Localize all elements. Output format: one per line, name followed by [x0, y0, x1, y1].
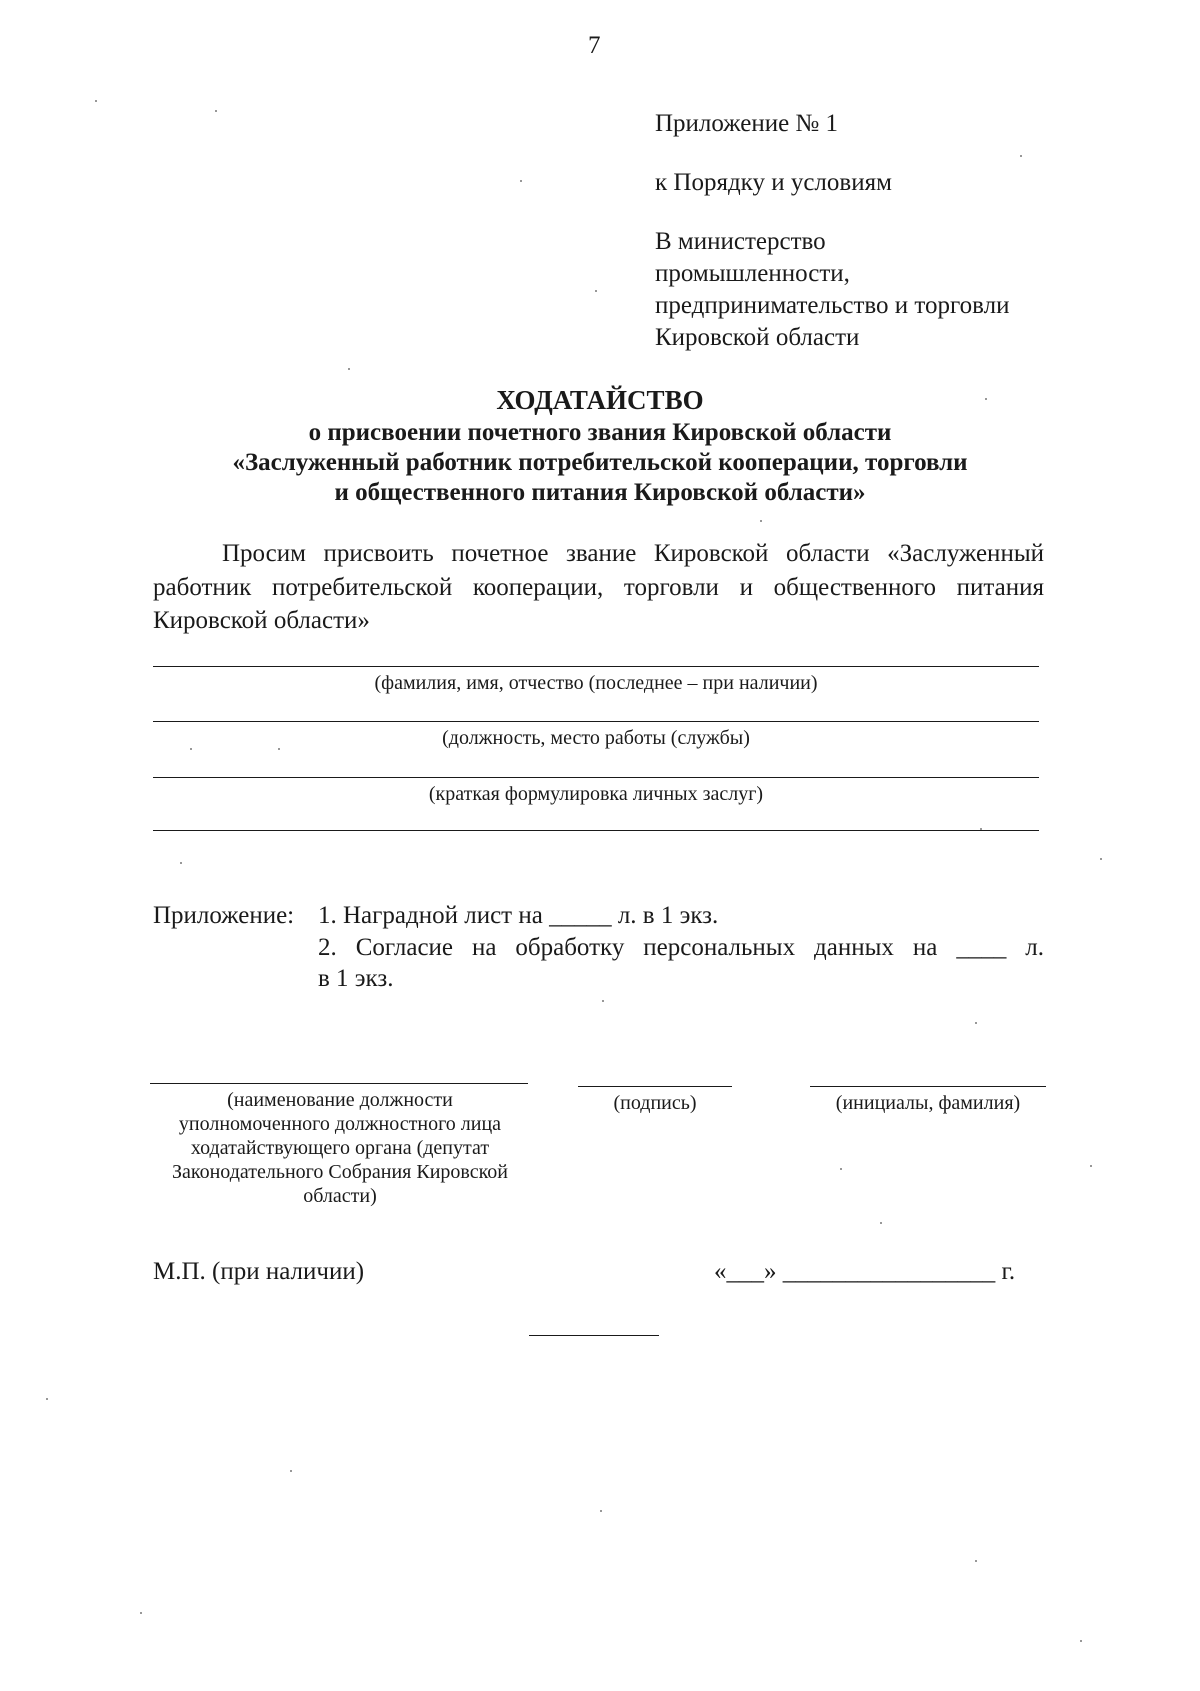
subtitle-line: «Заслуженный работник потребительской кооперации, торговли [232, 449, 968, 476]
request-line-1: Просим присвоить почетное звание Кировской области «Заслуженный [222, 540, 1044, 567]
scan-speck [1090, 1165, 1092, 1167]
position-caption [140, 1088, 540, 1208]
merits-field-caption: (краткая формулировка личных заслуг) [428, 783, 764, 805]
scan-speck [290, 1470, 292, 1472]
subtitle-line: о присвоении почетного звания Кировской области [308, 419, 892, 446]
name-caption: (инициалы, фамилия) [835, 1092, 1021, 1114]
scan-speck [348, 368, 350, 370]
name-signature-line[interactable] [810, 1086, 1046, 1087]
position-signature-line[interactable] [150, 1083, 528, 1084]
document-subtitle [100, 418, 1100, 508]
scan-speck [1080, 1640, 1082, 1642]
scan-speck [975, 1560, 977, 1562]
addressee-line: В министерство [655, 228, 826, 255]
addressee-line: промышленности, [655, 260, 850, 287]
scan-speck [602, 1000, 604, 1002]
scan-speck [980, 828, 982, 830]
request-line-2: работник потребительской кооперации, торговли и общественного питания [153, 574, 1044, 601]
scan-speck [975, 1022, 977, 1024]
merits-field-line-2[interactable] [153, 830, 1039, 831]
appendix-label: Приложение № 1 [655, 110, 839, 137]
position-caption-line: ходатайствующего органа (депутат [190, 1137, 490, 1159]
name-field-line[interactable] [153, 666, 1039, 667]
addressee-line: Кировской области [655, 324, 860, 351]
page-number: 7 [588, 32, 601, 59]
scan-speck [520, 180, 522, 182]
attachments-label: Приложение: [153, 902, 295, 929]
position-caption-line: области) [303, 1185, 377, 1207]
position-field-caption: (должность, место работы (службы) [442, 727, 750, 749]
scan-speck [1100, 858, 1102, 860]
scan-speck [600, 1510, 602, 1512]
scan-speck [140, 1612, 142, 1614]
scan-speck [215, 110, 217, 112]
date-field: «___» _________________ г. [714, 1258, 1016, 1285]
position-caption-line: Законодательного Собрания Кировской [171, 1161, 509, 1183]
scan-speck [985, 398, 987, 400]
scan-speck [46, 1398, 48, 1400]
scan-speck [278, 748, 280, 750]
merits-field-line[interactable] [153, 777, 1039, 778]
addressee-block [655, 226, 1009, 354]
scan-speck [190, 748, 192, 750]
attachment-item-2: 2. Согласие на обработку персональных данных на ____ л. [318, 934, 1044, 961]
scan-speck [180, 862, 182, 864]
scan-speck [1020, 155, 1022, 157]
scan-speck [595, 290, 597, 292]
end-rule [529, 1335, 659, 1336]
document-title: ХОДАТАЙСТВО [496, 385, 704, 415]
attachment-item-2-cont: в 1 экз. [318, 965, 394, 992]
name-field-caption: (фамилия, имя, отчество (последнее – при наличии) [374, 672, 818, 694]
signature-caption: (подпись) [613, 1092, 697, 1114]
attachment-item-1: 1. Наградной лист на _____ л. в 1 экз. [318, 902, 719, 929]
scan-speck [760, 520, 762, 522]
addressee-line: предпринимательство и торговли [655, 292, 1010, 319]
scan-speck [840, 1168, 842, 1170]
stamp-label: М.П. (при наличии) [153, 1258, 365, 1285]
position-caption-line: (наименование должности [227, 1089, 453, 1111]
position-field-line[interactable] [153, 721, 1039, 722]
scan-speck [880, 1222, 882, 1224]
to-order-label: к Порядку и условиям [655, 169, 892, 196]
position-caption-line: уполномоченного должностного лица [178, 1113, 502, 1135]
signature-line[interactable] [578, 1086, 732, 1087]
subtitle-line: и общественного питания Кировской области» [334, 479, 866, 506]
request-line-3: Кировской области» [153, 607, 370, 634]
scan-speck [95, 100, 97, 102]
